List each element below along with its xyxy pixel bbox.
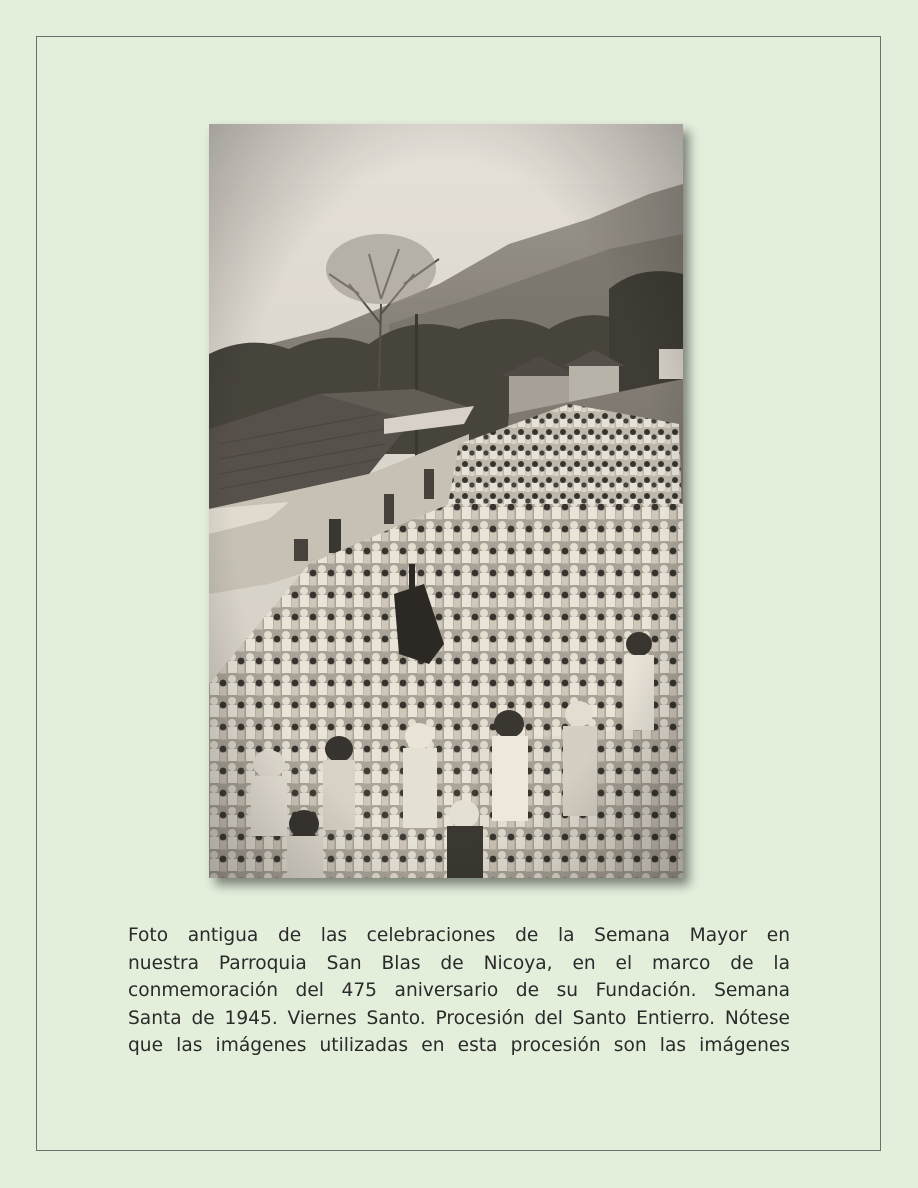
caption-line-5: que las imágenes utilizadas en esta procesión son las imágenes [128,1035,790,1056]
caption-line-2: nuestra Parroquia San Blas de Nicoya, en el marco de la [128,952,790,974]
caption-line-3: conmemoración del 475 aniversario de su Fundación. Semana [128,980,790,1001]
caption-line-4: Santa de 1945. Viernes Santo. Procesión del Santo Entierro. Nótese [128,1007,790,1029]
historic-procession-photo [209,124,683,878]
photo-illustration [209,124,683,878]
caption-line-1: Foto antigua de las celebraciones de la Semana Mayor en [128,925,790,946]
photo-caption [128,922,790,1060]
